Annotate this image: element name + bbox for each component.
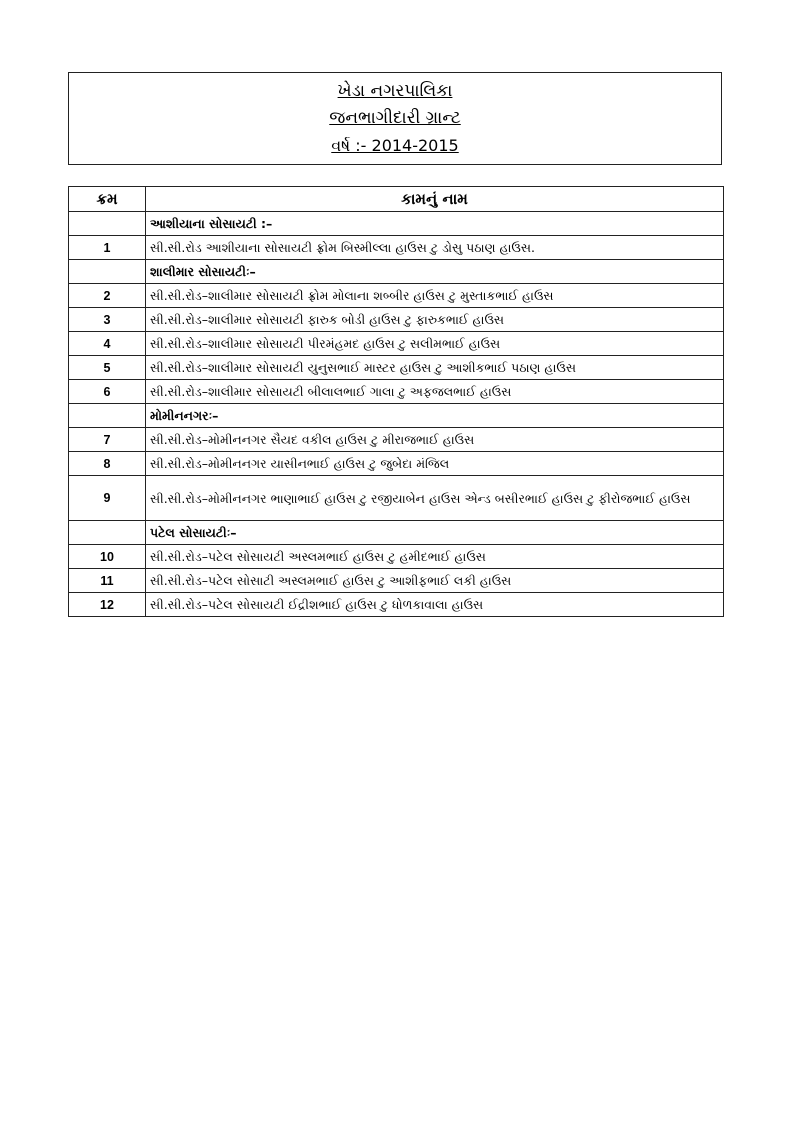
work-description: સી.સી.રોડ–મોમીનનગર ભાણાભાઈ હાઉસ ટુ રજીયાબેન હાઉસ એન્ડ બસીરભાઈ હાઉસ ટુ ફીરોજભાઈ હાઉસ — [146, 476, 724, 521]
serial-cell: 12 — [69, 593, 146, 617]
work-description: સી.સી.રોડ–શાલીમાર સોસાયટી બીલાલભાઈ ગાલા ટુ અફજલભાઈ હાઉસ — [146, 380, 724, 404]
serial-cell — [69, 404, 146, 428]
serial-cell: 4 — [69, 332, 146, 356]
table-row — [69, 284, 724, 308]
group-heading: આશીયાના સોસાયટી :– — [146, 212, 724, 236]
group-heading: શાલીમાર સોસાયટીઃ– — [146, 260, 724, 284]
document-header — [68, 72, 722, 165]
serial-cell: 2 — [69, 284, 146, 308]
work-description: સી.સી.રોડ–પટેલ સોસાટી અસ્લમભાઈ હાઉસ ટુ આશીફભાઈ લકી હાઉસ — [146, 569, 724, 593]
grant-title: જનભાગીદારી ગ્રાન્ટ — [329, 108, 461, 129]
table-row — [69, 545, 724, 569]
work-description: સી.સી.રોડ આશીયાના સોસાયટી ફ્રોમ બિસ્મીલ્લા હાઉસ ટુ ડોસુ પઠાણ હાઉસ. — [146, 236, 724, 260]
table-row — [69, 308, 724, 332]
group-row — [69, 260, 724, 284]
work-description: સી.સી.રોડ–શાલીમાર સોસાયટી ફારુક બોડી હાઉસ ટુ ફારુકભાઈ હાઉસ — [146, 308, 724, 332]
serial-cell — [69, 260, 146, 284]
work-description: સી.સી.રોડ–શાલીમાર સોસાયટી યુનુસભાઈ માસ્ટર હાઉસ ટુ આશીકભાઈ પઠાણ હાઉસ — [146, 356, 724, 380]
table-row — [69, 236, 724, 260]
municipality-title: ખેડા નગરપાલિકા — [337, 80, 453, 101]
column-header-work-name: કામનું નામ — [146, 187, 724, 212]
table-row — [69, 569, 724, 593]
group-heading: મોમીનનગરઃ– — [146, 404, 724, 428]
table-row — [69, 356, 724, 380]
work-description: સી.સી.રોડ–પટેલ સોસાયટી ઈદ્રીશભાઈ હાઉસ ટુ ધોળકાવાલા હાઉસ — [146, 593, 724, 617]
serial-cell: 9 — [69, 476, 146, 521]
group-row — [69, 404, 724, 428]
table-row — [69, 476, 724, 521]
serial-cell: 7 — [69, 428, 146, 452]
table-row — [69, 380, 724, 404]
work-description: સી.સી.રોડ–પટેલ સોસાયટી અસ્લમભાઈ હાઉસ ટુ હમીદભાઈ હાઉસ — [146, 545, 724, 569]
table-row — [69, 428, 724, 452]
group-heading: પટેલ સોસાયટીઃ– — [146, 521, 724, 545]
serial-cell: 10 — [69, 545, 146, 569]
table-header-row — [69, 187, 724, 212]
serial-cell: 1 — [69, 236, 146, 260]
work-description: સી.સી.રોડ–શાલીમાર સોસાયટી પીરમંહમદ હાઉસ ટુ સલીમભાઈ હાઉસ — [146, 332, 724, 356]
year-label: વર્ષ :- 2014-2015 — [331, 136, 459, 156]
work-description: સી.સી.રોડ–મોમીનનગર યાસીનભાઈ હાઉસ ટુ જુબેદા મંજિલ — [146, 452, 724, 476]
serial-cell: 3 — [69, 308, 146, 332]
serial-cell: 8 — [69, 452, 146, 476]
work-description: સી.સી.રોડ–મોમીનનગર સૈયદ વકીલ હાઉસ ટુ મીરાજભાઈ હાઉસ — [146, 428, 724, 452]
works-table — [68, 186, 724, 617]
serial-cell — [69, 212, 146, 236]
serial-cell: 6 — [69, 380, 146, 404]
column-header-serial: ક્રમ — [69, 187, 146, 212]
group-row — [69, 212, 724, 236]
serial-cell: 5 — [69, 356, 146, 380]
table-row — [69, 593, 724, 617]
serial-cell — [69, 521, 146, 545]
work-description: સી.સી.રોડ–શાલીમાર સોસાયટી ફ્રોમ મોલાના શબ્બીર હાઉસ ટુ મુસ્તાકભાઈ હાઉસ — [146, 284, 724, 308]
table-row — [69, 452, 724, 476]
serial-cell: 11 — [69, 569, 146, 593]
table-row — [69, 332, 724, 356]
group-row — [69, 521, 724, 545]
